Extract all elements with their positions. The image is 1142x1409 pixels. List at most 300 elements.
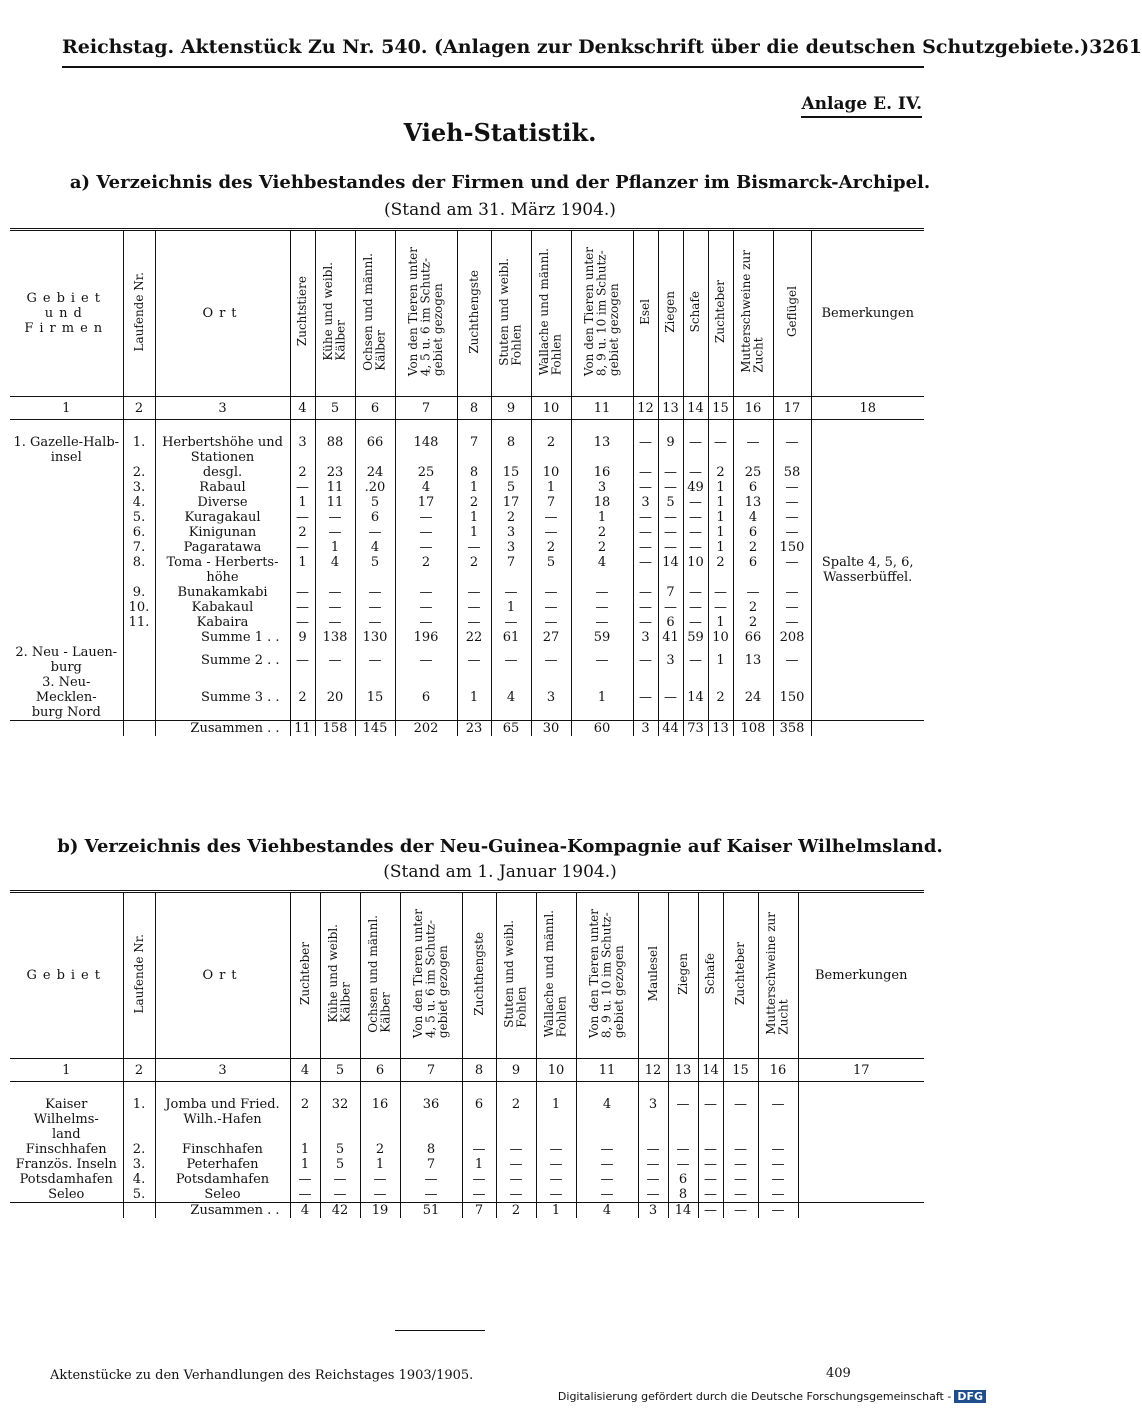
a-table-cell: — [633, 480, 658, 495]
b-table-cell: 2 [360, 1142, 400, 1157]
a-table-cell: — [355, 615, 395, 630]
spacer-cell [320, 1082, 360, 1098]
dfg-credit [558, 1390, 986, 1403]
a-table-cell [10, 721, 123, 737]
a-table-cell: — [633, 675, 658, 721]
b-column-header [798, 892, 924, 1059]
b-table-cell: — [536, 1142, 576, 1157]
b-column-label: Mutterschweine zur Zucht [764, 912, 791, 1035]
a-table-cell: — [315, 510, 355, 525]
spacer-cell [576, 1082, 638, 1098]
a-table-cell: — [683, 510, 708, 525]
a-table-cell: 10 [531, 465, 571, 480]
b-table-cell: — [462, 1142, 496, 1157]
b-table-cell: — [723, 1172, 758, 1187]
b-table-cell: — [723, 1097, 758, 1142]
b-table-cell: — [576, 1172, 638, 1187]
b-table-cell: 5 [320, 1142, 360, 1157]
a-table-cell: 15 [491, 465, 531, 480]
a-table-cell: — [395, 540, 457, 555]
a-column-number: 2 [123, 397, 155, 420]
b-table-cell: — [638, 1142, 668, 1157]
a-column-header [683, 230, 708, 397]
a-table-cell: 59 [683, 630, 708, 645]
a-table-cell: 2 [571, 525, 633, 540]
a-table-cell: — [683, 645, 708, 675]
a-table-cell: — [773, 510, 811, 525]
a-table-cell: — [355, 585, 395, 600]
a-column-label: Geflügel [784, 285, 799, 338]
b-table-cell: Jomba und Fried. Wilh.-Hafen [155, 1097, 290, 1142]
b-table-cell: — [290, 1187, 320, 1203]
a-table-cell: — [658, 465, 683, 480]
b-table-cell: 8 [668, 1187, 698, 1203]
b-table-cell: Finschhafen [155, 1142, 290, 1157]
b-table-cell: — [496, 1187, 536, 1203]
a-table-cell: — [290, 615, 315, 630]
a-table-cell: Summe 3 . . [155, 675, 290, 721]
a-table-cell: — [395, 615, 457, 630]
b-table-cell: 3. [123, 1157, 155, 1172]
a-table-cell: 16 [571, 465, 633, 480]
a-table-cell: 3 [491, 525, 531, 540]
a-table-cell: 148 [395, 435, 457, 465]
a-table-cell: 18 [571, 495, 633, 510]
a-column-number: 18 [811, 397, 924, 420]
a-column-number: 15 [708, 397, 733, 420]
a-table-cell: 1 [491, 600, 531, 615]
b-table-cell: Seleo [48, 1187, 85, 1202]
a-column-label: Laufende Nr. [131, 271, 146, 352]
section-b-subtitle: (Stand am 1. Januar 1904.) [383, 862, 617, 882]
b-column-number: 3 [155, 1059, 290, 1082]
a-table-cell: 2 [733, 600, 773, 615]
b-table-cell: — [698, 1097, 723, 1142]
a-table-cell: — [315, 645, 355, 675]
a-table-cell: 2 [290, 675, 315, 721]
a-table-row [10, 510, 924, 525]
a-table-cell [811, 510, 924, 525]
a-table-cell: 3 [491, 540, 531, 555]
a-table-cell: 6 [395, 675, 457, 721]
b-table-cell: — [360, 1172, 400, 1187]
a-column-label: Esel [638, 298, 653, 325]
b-column-header [400, 892, 462, 1059]
a-table-cell: 5 [355, 495, 395, 510]
b-table-cell: — [638, 1172, 668, 1187]
a-table-cell: 4 [733, 510, 773, 525]
b-table-cell: Kaiser Wilhelms- land [33, 1097, 99, 1142]
b-table-row [10, 1142, 924, 1157]
a-table-cell: 1 [531, 480, 571, 495]
a-table-cell: — [658, 480, 683, 495]
b-column-header [496, 892, 536, 1059]
a-table-cell: 130 [355, 630, 395, 645]
spacer-cell [155, 420, 290, 436]
spacer-cell [496, 1082, 536, 1098]
b-table-cell: — [496, 1172, 536, 1187]
b-table-cell [798, 1203, 924, 1219]
b-column-header [758, 892, 798, 1059]
spacer-cell [462, 1082, 496, 1098]
a-table-cell: — [571, 585, 633, 600]
a-table-cell: 3 [633, 495, 658, 510]
a-table-cell: — [395, 600, 457, 615]
a-table-cell [811, 465, 924, 480]
b-table-cell: 4 [576, 1097, 638, 1142]
b-column-header [638, 892, 668, 1059]
a-table-cell: 3 [658, 645, 683, 675]
b-table-cell: 1 [290, 1142, 320, 1157]
b-table-cell: 3 [638, 1097, 668, 1142]
a-table-cell [811, 600, 924, 615]
a-table-cell: 88 [315, 435, 355, 465]
spacer-cell [491, 420, 531, 436]
anlage-label: Anlage E. IV. [801, 94, 922, 118]
a-table-cell: 23 [457, 721, 491, 737]
a-table-row [10, 480, 924, 495]
b-table-cell: 7 [400, 1157, 462, 1172]
a-table-cell: 7 [658, 585, 683, 600]
a-table-cell: 4. [123, 495, 155, 510]
a-table-cell: 1 [708, 525, 733, 540]
b-table-cell: — [462, 1172, 496, 1187]
a-table-row [10, 585, 924, 600]
b-column-label: Zuchteber [733, 942, 748, 1005]
a-table-cell: 2. [123, 465, 155, 480]
a-table-cell: — [290, 480, 315, 495]
a-table-cell: — [571, 645, 633, 675]
a-table-row [10, 525, 924, 540]
b-column-number: 6 [360, 1059, 400, 1082]
a-column-label: Schafe [688, 290, 703, 333]
a-table-cell [10, 510, 123, 525]
a-table-cell: 11. [123, 615, 155, 630]
a-table-cell: 11 [315, 480, 355, 495]
a-table-cell: Zusammen . . [155, 721, 290, 737]
a-table-cell [811, 585, 924, 600]
a-table-cell: 2 [457, 555, 491, 585]
b-column-number: 4 [290, 1059, 320, 1082]
a-table-cell: — [633, 585, 658, 600]
b-table-cell: 19 [360, 1203, 400, 1219]
spacer-cell [723, 1082, 758, 1098]
b-table-cell: 5. [123, 1187, 155, 1203]
a-table-cell: — [290, 540, 315, 555]
a-table-cell [811, 435, 924, 465]
a-table-cell: 13 [733, 495, 773, 510]
a-table-cell: 2 [290, 465, 315, 480]
footer-page-number: 409 [826, 1366, 851, 1381]
a-table-row [10, 540, 924, 555]
b-table-cell: Potsdamhafen [155, 1172, 290, 1187]
a-table-cell [10, 540, 123, 555]
a-column-header [773, 230, 811, 397]
a-table-cell: — [658, 675, 683, 721]
a-table-cell: 2 [290, 525, 315, 540]
a-table-cell: 5 [658, 495, 683, 510]
a-column-label: Kühe und weibl. Kälber [321, 262, 348, 361]
footer-source: Aktenstücke zu den Verhandlungen des Reichstages 1903/1905. [50, 1368, 474, 1383]
a-column-label: Bemerkungen [821, 306, 914, 321]
a-table-cell [811, 630, 924, 645]
a-table-cell [10, 555, 123, 585]
spacer-cell [571, 420, 633, 436]
a-column-number: 16 [733, 397, 773, 420]
spacer-cell [773, 420, 811, 436]
end-rule [395, 1330, 485, 1331]
b-table-cell: 6 [668, 1172, 698, 1187]
a-table-row [10, 645, 924, 675]
a-column-number: 7 [395, 397, 457, 420]
a-table-cell: 44 [658, 721, 683, 737]
a-table-cell: — [290, 645, 315, 675]
a-table-cell: 58 [773, 465, 811, 480]
a-column-number: 10 [531, 397, 571, 420]
a-table-row [10, 555, 924, 585]
a-table-cell: 138 [315, 630, 355, 645]
a-table-cell: 1 [290, 495, 315, 510]
b-column-header [462, 892, 496, 1059]
spacer-cell [536, 1082, 576, 1098]
section-b-title: b) Verzeichnis des Viehbestandes der Neu-Guinea-Kompagnie auf Kaiser Wilhelmsland. [57, 836, 943, 857]
b-table-cell: 1 [536, 1203, 576, 1219]
b-column-label: Stuten und weibl. Fohlen [502, 919, 529, 1028]
a-table-cell: 145 [355, 721, 395, 737]
a-column-number: 14 [683, 397, 708, 420]
a-table-cell: — [290, 585, 315, 600]
a-table-cell: Pagaratawa [155, 540, 290, 555]
spacer-cell [123, 420, 155, 436]
b-table-cell: Potsdamhafen [19, 1172, 113, 1187]
b-table-cell: 2. [123, 1142, 155, 1157]
b-table-row [10, 1187, 924, 1203]
a-table-cell: 1 [315, 540, 355, 555]
a-column-header [733, 230, 773, 397]
a-table-cell: — [633, 540, 658, 555]
b-table-cell: — [320, 1172, 360, 1187]
a-table-cell: 1 [708, 615, 733, 630]
spacer-cell [638, 1082, 668, 1098]
a-table-cell: — [571, 600, 633, 615]
b-column-header [123, 892, 155, 1059]
b-table-cell: Peterhafen [155, 1157, 290, 1172]
dfg-logo: DFG [954, 1390, 986, 1403]
a-table-cell [811, 721, 924, 737]
b-table-cell: — [320, 1187, 360, 1203]
b-column-number: 14 [698, 1059, 723, 1082]
b-table-cell: — [576, 1187, 638, 1203]
a-table-cell: 60 [571, 721, 633, 737]
a-table-cell: 3 [531, 675, 571, 721]
a-table-cell: 5 [531, 555, 571, 585]
spacer-cell [633, 420, 658, 436]
a-table-cell [10, 600, 123, 615]
b-table-cell: 14 [668, 1203, 698, 1219]
a-table-cell [10, 615, 123, 630]
a-table-row [10, 495, 924, 510]
b-table-cell: 7 [462, 1203, 496, 1219]
a-table-cell: 108 [733, 721, 773, 737]
b-table-cell: 42 [320, 1203, 360, 1219]
b-table-cell: Seleo [155, 1187, 290, 1203]
a-table-cell: 2. Neu - Lauen- burg [15, 645, 118, 675]
b-table-cell [798, 1142, 924, 1157]
a-column-header [658, 230, 683, 397]
a-column-label: Von den Tieren unter 8, 9 u. 10 im Schutz- gebiet gezogen [582, 246, 622, 377]
a-table-cell: Spalte 4, 5, 6, Wasserbüffel. [811, 555, 924, 585]
b-column-number: 5 [320, 1059, 360, 1082]
a-table-cell: — [773, 480, 811, 495]
spacer-cell [531, 420, 571, 436]
a-table-cell [10, 495, 123, 510]
a-table-cell: — [633, 615, 658, 630]
b-column-number: 16 [758, 1059, 798, 1082]
b-column-label: Von den Tieren unter 8, 9 u. 10 im Schutz- gebiet gezogen [587, 908, 627, 1039]
b-column-number: 11 [576, 1059, 638, 1082]
a-table-cell: 150 [773, 675, 811, 721]
a-table-cell: — [457, 645, 491, 675]
spacer-cell [395, 420, 457, 436]
a-table-cell: Kinigunan [155, 525, 290, 540]
spacer-cell [811, 420, 924, 436]
a-table-cell: 25 [395, 465, 457, 480]
a-column-header [315, 230, 355, 397]
a-table-cell: 2 [708, 555, 733, 585]
a-column-header [708, 230, 733, 397]
b-table-cell: — [758, 1172, 798, 1187]
a-table-row [10, 465, 924, 480]
table-section-a [10, 228, 924, 736]
a-table-cell: — [633, 645, 658, 675]
b-table-cell [798, 1172, 924, 1187]
dfg-credit-text: Digitalisierung gefördert durch die Deutsche Forschungsgemeinschaft - [557, 1390, 952, 1403]
a-table-cell: 1. Gazelle-Halb- insel [13, 435, 120, 465]
a-table-cell: 2 [708, 675, 733, 721]
b-table-cell: — [698, 1157, 723, 1172]
a-table-cell: 7 [457, 435, 491, 465]
a-table-cell: — [658, 600, 683, 615]
a-table-cell: — [773, 525, 811, 540]
a-table-cell: — [683, 540, 708, 555]
a-column-number: 11 [571, 397, 633, 420]
a-table-cell [123, 721, 155, 737]
spacer-cell [708, 420, 733, 436]
b-column-number: 7 [400, 1059, 462, 1082]
b-column-header [155, 892, 290, 1059]
a-table-cell: Bunakamkabi [155, 585, 290, 600]
a-column-label: Ochsen und männl. Kälber [361, 252, 388, 371]
b-column-header [320, 892, 360, 1059]
a-table-cell: 4 [315, 555, 355, 585]
a-table-cell: — [395, 510, 457, 525]
a-table-cell: Diverse [155, 495, 290, 510]
b-table-cell: — [536, 1172, 576, 1187]
a-table-cell: 9. [123, 585, 155, 600]
a-table-row [10, 675, 924, 721]
b-column-number: 13 [668, 1059, 698, 1082]
b-table-cell: — [723, 1157, 758, 1172]
a-table-cell: — [683, 525, 708, 540]
b-table-cell: — [758, 1142, 798, 1157]
a-table-cell: — [658, 525, 683, 540]
a-column-header [123, 230, 155, 397]
b-table-cell: — [638, 1157, 668, 1172]
spacer-row [10, 420, 924, 436]
a-column-label: Zuchtstiere [295, 276, 310, 347]
a-table-cell: — [683, 495, 708, 510]
a-table-cell: — [531, 615, 571, 630]
a-table-cell: 150 [773, 540, 811, 555]
a-table-cell: — [491, 585, 531, 600]
a-column-number: 9 [491, 397, 531, 420]
b-table-cell: 1. [123, 1097, 155, 1142]
b-column-number: 1 [10, 1059, 123, 1082]
running-header [62, 36, 1142, 58]
a-table-cell: — [491, 615, 531, 630]
b-column-number: 9 [496, 1059, 536, 1082]
a-table-cell: — [491, 645, 531, 675]
a-table-cell: — [315, 615, 355, 630]
a-column-header [491, 230, 531, 397]
a-table-cell: 30 [531, 721, 571, 737]
a-table-cell [811, 675, 924, 721]
spacer-cell [315, 420, 355, 436]
a-column-number: 4 [290, 397, 315, 420]
a-table-cell: 49 [683, 480, 708, 495]
a-column-number: 1 [10, 397, 123, 420]
b-table-cell: 6 [462, 1097, 496, 1142]
a-table-cell: 3. [123, 480, 155, 495]
b-table-cell: 5 [320, 1157, 360, 1172]
a-table-cell: — [708, 600, 733, 615]
a-column-label: Ort [202, 306, 243, 321]
a-table-cell: — [633, 510, 658, 525]
a-column-label: Gebiet und Firmen [24, 291, 109, 336]
a-table-cell: 1 [457, 480, 491, 495]
header-rule [62, 66, 924, 68]
a-table-cell: 2 [733, 540, 773, 555]
a-table-cell: — [633, 555, 658, 585]
a-table-cell: 3 [633, 721, 658, 737]
b-table-cell: — [400, 1187, 462, 1203]
b-table-cell: — [758, 1157, 798, 1172]
a-table-cell: 8 [457, 465, 491, 480]
a-table-cell [10, 465, 123, 480]
b-table-cell: Finschhafen [25, 1142, 107, 1157]
section-a-title: a) Verzeichnis des Viehbestandes der Firmen und der Pflanzer im Bismarck-Archipel. [69, 172, 931, 193]
spacer-cell [10, 1082, 123, 1098]
a-table-cell [10, 630, 123, 645]
b-table-cell [798, 1097, 924, 1142]
a-table-cell: 6 [355, 510, 395, 525]
a-table-cell: 24 [355, 465, 395, 480]
b-column-label: Kühe und weibl. Kälber [326, 924, 353, 1023]
spacer-cell [668, 1082, 698, 1098]
spacer-cell [758, 1082, 798, 1098]
a-table-row [10, 435, 924, 465]
a-table-cell: — [290, 600, 315, 615]
a-table-cell: 13 [708, 721, 733, 737]
a-table-cell: Toma - Herberts- höhe [155, 555, 290, 585]
a-table-cell [10, 480, 123, 495]
a-table-cell: — [683, 435, 708, 465]
a-table-row [10, 630, 924, 645]
a-table-cell: 6. [123, 525, 155, 540]
b-table-cell: — [698, 1172, 723, 1187]
b-table-cell: — [723, 1187, 758, 1203]
a-table-cell: 358 [773, 721, 811, 737]
